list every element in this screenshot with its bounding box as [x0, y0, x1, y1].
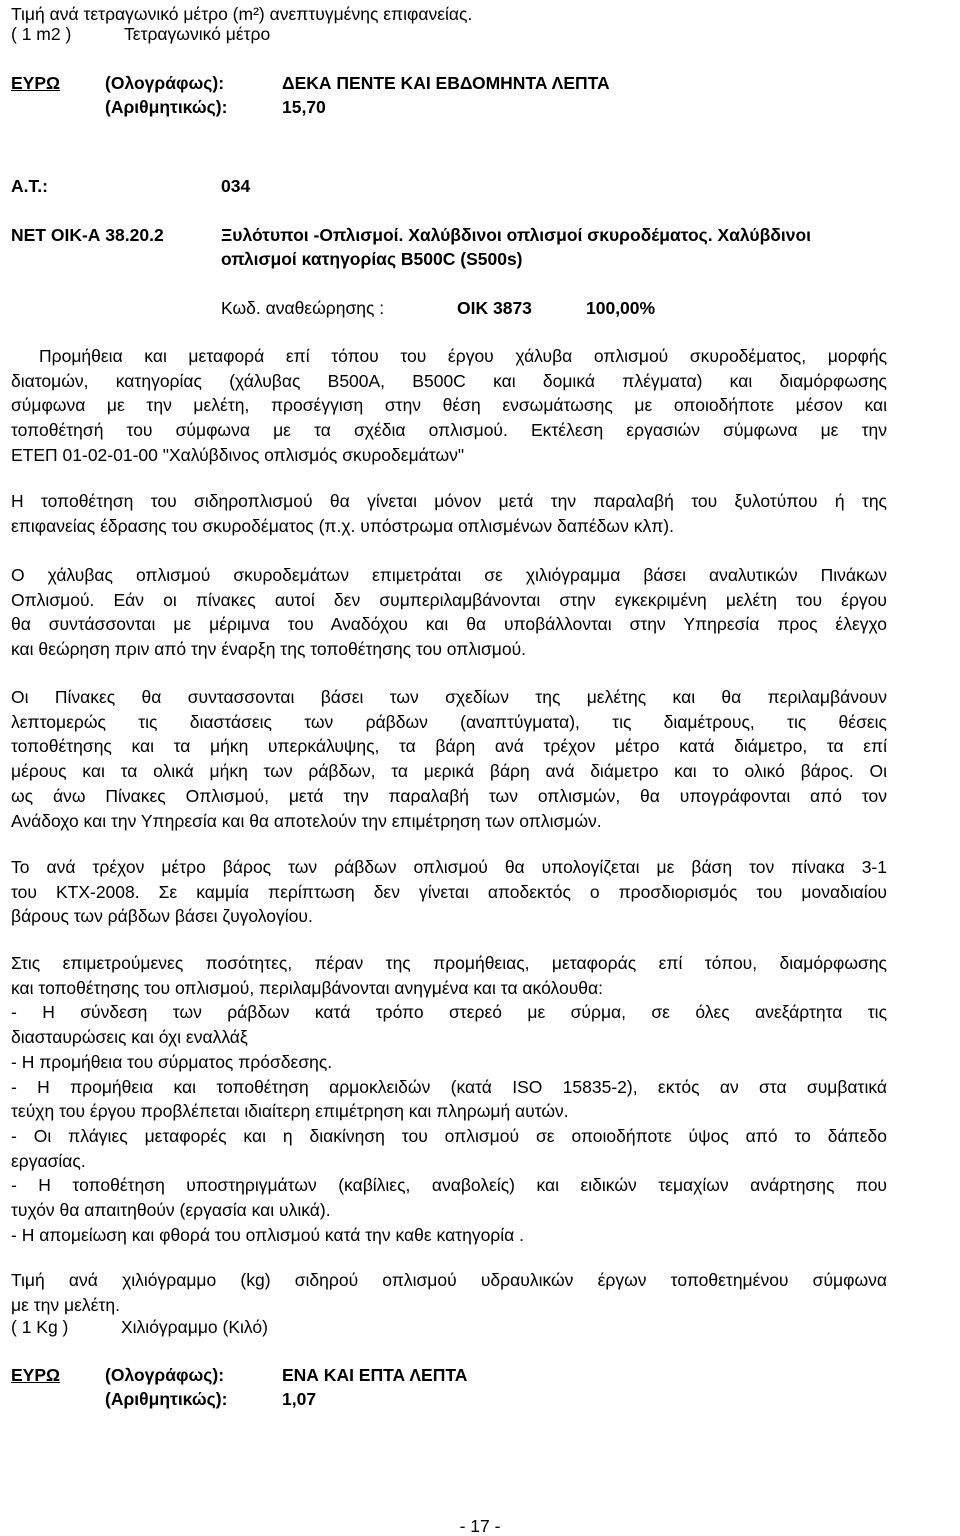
paragraph-line: τοποθέτησή του σύμφωνα με τα σχέδια οπλισμού. Εκτέλεση εργασιών σύμφωνα με την: [11, 420, 887, 441]
paragraph-line: τοποθέτησης και τα μήκη υπερκάλυψης, τα βάρη ανά τρέχον μέτρο κατά διάμετρο, τα επί: [11, 736, 887, 757]
list-item-continuation: τεύχη του έργου προβλέπεται ιδιαίτερη επιμέτρηση και πληρωμή αυτών.: [11, 1101, 569, 1122]
price-in-words: ΔΕΚΑ ΠΕΝΤΕ ΚΑΙ ΕΒΔΟΜΗΝΤΑ ΛΕΠΤΑ: [282, 73, 610, 93]
unit-line: [11, 24, 271, 44]
paragraph-line: Οι Πίνακες θα συντασσονται βάσει των σχεδίων της μελέτης και θα περιλαμβάνουν: [11, 687, 887, 707]
list-item: - Η τοποθέτηση υποστηριγμάτων (καβίλιες, αναβολείς) και ειδικών τεμαχίων ανάρτησης που: [11, 1175, 887, 1196]
numeric-label: (Αριθμητικώς):: [105, 97, 228, 117]
item-title-line-2: οπλισμοί κατηγορίας Β500C (S500s): [221, 249, 523, 269]
item-code: ΝΕΤ ΟΙΚ-Α 38.20.2: [11, 225, 164, 245]
paragraph-line: ΕΤΕΠ 01-02-01-00 "Χαλύβδινος οπλισμός σκυροδεμάτων": [11, 444, 465, 465]
list-item: - Η απομείωση και φθορά του οπλισμού κατά την καθε κατηγορία .: [11, 1224, 524, 1245]
paragraph-line: Οπλισμού. Εάν οι πίνακες αυτοί δεν συμπεριλαμβάνονται στην εγκεκριμένη μελέτη του έργου: [11, 589, 887, 610]
list-item-continuation: τυχόν θα απαιτηθούν (εργασία και υλικά).: [11, 1200, 331, 1221]
paragraph-line: επιφανείας έδρασης του σκυροδέματος (π.χ. υπόστρωμα οπλισμένων δαπέδων κλπ).: [11, 515, 674, 536]
paragraph-line: μέρους και τα ολικά μήκη των ράβδων, τα μερικά βάρη ανά διάμετρο και το ολικό βάρος. Οι: [11, 761, 887, 782]
list-item: - Η προμήθεια του σύρματος πρόσδεσης.: [11, 1051, 333, 1072]
paragraph-line: βάρους των ράβδων βάσει ζυγολογίου.: [11, 906, 313, 927]
price-numeric: 1,07: [282, 1389, 317, 1409]
words-label: (Ολογράφως):: [105, 73, 225, 93]
words-label: (Ολογράφως):: [105, 1365, 225, 1385]
paragraph-line: και τοποθέτησης του οπλισμού, περιλαμβάνονται ανηγμένα και τα ακόλουθα:: [11, 977, 603, 998]
list-item-continuation: εργασίας.: [11, 1150, 86, 1171]
paragraph-line: Το ανά τρέχον μέτρο βάρος των ράβδων οπλισμού θα υπολογίζεται με βάση τον πίνακα 3-1: [11, 857, 887, 877]
paragraph-line: Ο χάλυβας οπλισμού σκυροδεμάτων επιμετράται σε χιλιόγραμμα βάσει αναλυτικών Πινάκων: [11, 565, 887, 585]
list-item: - Η προμήθεια και τοποθέτηση αρμοκλειδών (κατά ISO 15835-2), εκτός αν στα συμβατικά: [11, 1076, 887, 1097]
list-item-continuation: διασταυρώσεις και όχι εναλλάξ: [11, 1027, 248, 1048]
paragraph-line: Προμήθεια και μεταφορά επί τόπου του έργου χάλυβα οπλισμού σκυροδέματος, μορφής: [39, 346, 887, 366]
list-item: - Οι πλάγιες μεταφορές και η διακίνηση του οπλισμού σε οποιοδήποτε ύψος από το δάπεδο: [11, 1125, 887, 1146]
paragraph-line: του ΚΤΧ-2008. Σε καμμία περίπτωση δεν γίνεται αποδεκτός ο προσδιορισμός του μοναδιαίου: [11, 881, 887, 902]
paragraph-5: [11, 855, 887, 929]
paragraph-line: με την μελέτη.: [11, 1294, 120, 1315]
paragraph-3: [11, 563, 887, 662]
paragraph-line: και θεώρηση πριν από την έναρξη της τοποθέτησης του οπλισμού.: [11, 639, 527, 660]
currency-label: ΕΥΡΩ: [11, 1365, 61, 1385]
paragraph-2: [11, 489, 887, 538]
page-number: - 17 -: [459, 1516, 501, 1536]
unit-description: Τιμή ανά τετραγωνικό μέτρο (m²) ανεπτυγμένης επιφανείας.: [11, 4, 473, 24]
item-title-line-1: Ξυλότυποι -Οπλισμοί. Χαλύβδινοι οπλισμοί σκυροδέματος. Χαλύβδινοι: [221, 225, 812, 245]
revision-code: ΟΙΚ 3873: [457, 298, 532, 318]
paragraph-6: [11, 951, 887, 1247]
price-in-words: ΕΝΑ ΚΑΙ ΕΠΤΑ ΛΕΠΤΑ: [282, 1365, 468, 1385]
paragraph-line: Στις επιμετρούμενες ποσότητες, πέραν της προμήθειας, μεταφοράς επί τόπου, διαμόρφωσης: [11, 953, 887, 973]
paragraph-line: διατομών, κατηγορίας (χάλυβας Β500Α, Β500C και δομικά πλέγματα) και διαμόρφωσης: [11, 370, 887, 391]
paragraph-line: Η τοποθέτηση του σιδηροπλισμού θα γίνεται μόνον μετά την παραλαβή του ξυλοτύπου ή της: [11, 491, 887, 511]
price-numeric: 15,70: [282, 97, 326, 117]
paragraph-line: ως άνω Πίνακες Οπλισμού, μετά την παραλαβή των οπλισμών, θα υπογράφονται από τον: [11, 785, 887, 806]
unit-name: Τετραγωνικό μέτρο: [124, 24, 271, 44]
paragraph-7: [11, 1268, 887, 1317]
revision-percent: 100,00%: [586, 298, 656, 318]
paragraph-line: λεπτομερώς τις διαστάσεις των ράβδων (αναπτύγματα), τις διαμέτρους, τις θέσεις: [11, 711, 887, 732]
paragraph-line: θα συντάσσονται με μέριμνα του Αναδόχου και θα υποβάλλονται στην Υπηρεσία προς έλεγχο: [11, 614, 887, 635]
numeric-label: (Αριθμητικώς):: [105, 1389, 228, 1409]
unit-code: ( 1 m2 ): [11, 24, 72, 44]
unit-code: ( 1 Kg ): [11, 1317, 69, 1337]
paragraph-line: Τιμή ανά χιλιόγραμμο (kg) σιδηρού οπλισμού υδραυλικών έργων τοποθετημένου σύμφωνα: [11, 1270, 887, 1290]
at-value: 034: [221, 176, 251, 196]
paragraph-line: σύμφωνα με την μελέτη, προσέγγιση στην θέση ενσωμάτωσης με οποιοδήποτε μέσον και: [11, 395, 887, 416]
paragraph-4: [11, 685, 887, 833]
list-item: - Η σύνδεση των ράβδων κατά τρόπο στερεό με σύρμα, σε όλες ανεξάρτητα τις: [11, 1002, 887, 1023]
paragraph-line: Ανάδοχο και την Υπηρεσία και θα αποτελούν την επιμέτρηση των οπλισμών.: [11, 810, 602, 831]
unit-name: Χιλιόγραμμο (Κιλό): [121, 1317, 268, 1337]
unit-line-2: [11, 1317, 268, 1337]
currency-label: ΕΥΡΩ: [11, 73, 61, 93]
at-label: Α.Τ.:: [11, 176, 48, 196]
revision-label: Κωδ. αναθεώρησης :: [221, 298, 385, 318]
paragraph-1: [11, 344, 887, 468]
